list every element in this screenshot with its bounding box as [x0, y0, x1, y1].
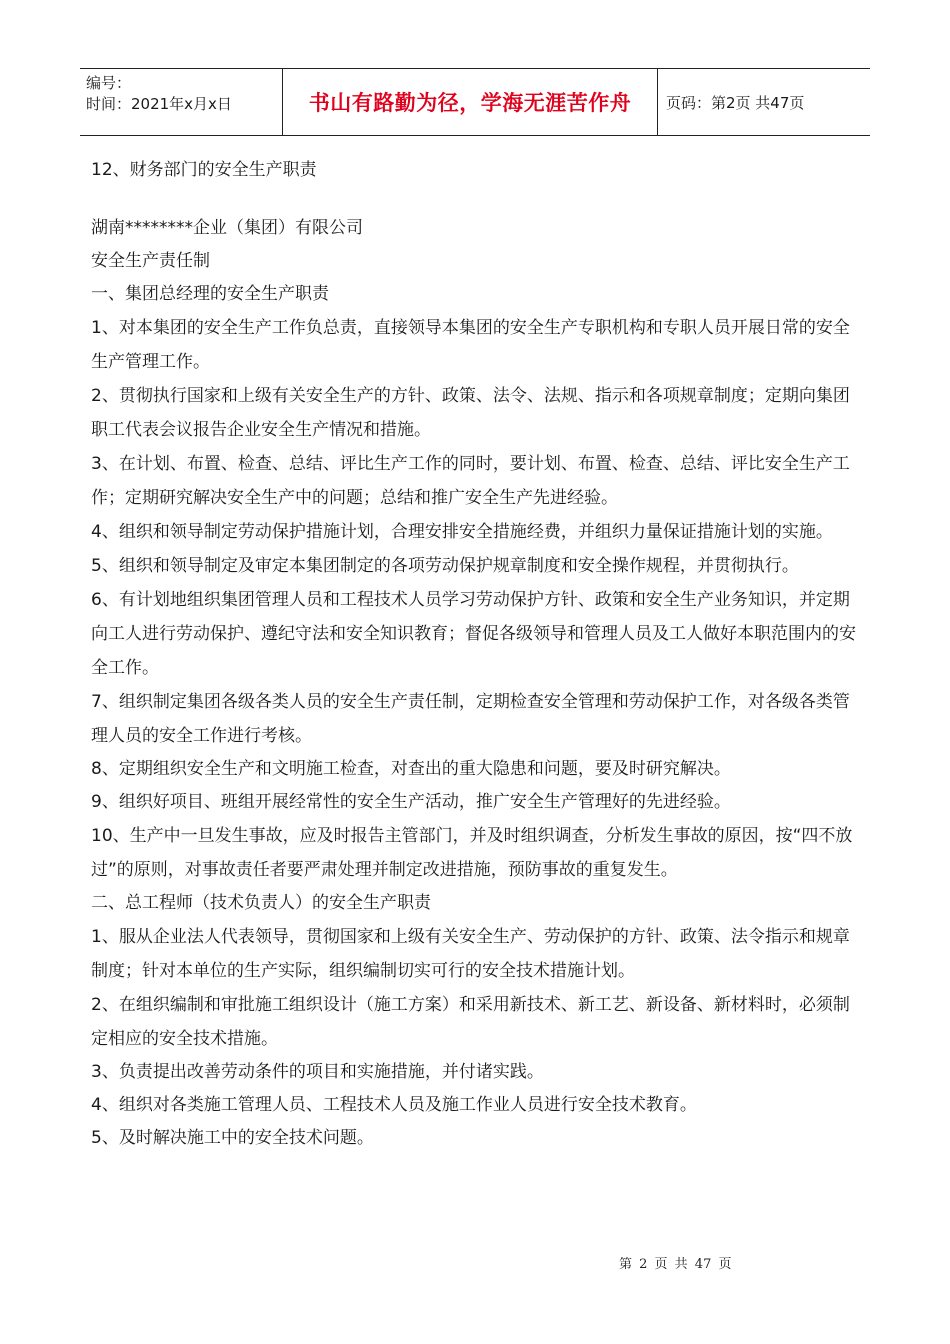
paragraph: 3、负责提出改善劳动条件的项目和实施措施，并付诸实践。	[91, 1062, 544, 1082]
header-page-info: 页码：第2页 共47页	[666, 93, 805, 112]
paragraph: 8、定期组织安全生产和文明施工检查，对查出的重大隐患和问题，要及时研究解决。	[91, 759, 731, 779]
section-heading: 二、总工程师（技术负责人）的安全生产职责	[91, 893, 431, 913]
page-footer: 第 2 页 共 47 页	[619, 1257, 732, 1272]
number-label: 编号：	[86, 74, 132, 92]
paragraph: 10、生产中一旦发生事故，应及时报告主管部门，并及时组织调查，分析发生事故的原因，按“四不放过”的原则，对事故责任者要严肃处理并制定改进措施，预防事故的重复发生。	[91, 826, 853, 880]
document-title: 安全生产责任制	[91, 251, 210, 271]
paragraph: 4、组织和领导制定劳动保护措施计划，合理安排安全措施经费，并组织力量保证措施计划的实施。	[91, 522, 833, 542]
header-meta	[80, 69, 282, 135]
paragraph: 3、在计划、布置、检查、总结、评比生产工作的同时，要计划、布置、检查、总结、评比安全生产工作；定期研究解决安全生产中的问题；总结和推广安全生产先进经验。	[91, 454, 850, 508]
paragraph: 1、服从企业法人代表领导，贯彻国家和上级有关安全生产、劳动保护的方针、政策、法令指示和规章制度；针对本单位的生产实际，组织编制切实可行的安全技术措施计划。	[91, 927, 850, 981]
paragraph: 1、对本集团的安全生产工作负总责，直接领导本集团的安全生产专职机构和专职人员开展日常的安全生产管理工作。	[91, 318, 850, 372]
paragraph: 4、组织对各类施工管理人员、工程技术人员及施工作业人员进行安全技术教育。	[91, 1095, 697, 1115]
header-motto: 书山有路勤为径，学海无涯苦作舟	[282, 69, 658, 135]
paragraph: 6、有计划地组织集团管理人员和工程技术人员学习劳动保护方针、政策和安全生产业务知识，并定期向工人进行劳动保护、遵纪守法和安全知识教育；督促各级领导和管理人员及工人做好本职范围内的安全工作。	[91, 590, 856, 678]
section-heading: 一、集团总经理的安全生产职责	[91, 284, 329, 304]
page-header	[80, 68, 870, 136]
company-name: 湖南********企业（集团）有限公司	[91, 218, 363, 238]
document-body	[91, 154, 856, 1155]
paragraph: 5、及时解决施工中的安全技术问题。	[91, 1128, 374, 1148]
paragraph: 9、组织好项目、班组开展经常性的安全生产活动，推广安全生产管理好的先进经验。	[91, 792, 731, 812]
paragraph: 2、在组织编制和审批施工组织设计（施工方案）和采用新技术、新工艺、新设备、新材料时，必须制定相应的安全技术措施。	[91, 995, 850, 1049]
paragraph: 7、组织制定集团各级各类人员的安全生产责任制，定期检查安全管理和劳动保护工作，对各级各类管理人员的安全工作进行考核。	[91, 692, 850, 746]
paragraph: 5、组织和领导制定及审定本集团制定的各项劳动保护规章制度和安全操作规程，并贯彻执行。	[91, 556, 799, 576]
section-title: 12、财务部门的安全生产职责	[91, 160, 317, 180]
time-label: 时间：2021年x月x日	[86, 95, 232, 113]
paragraph: 2、贯彻执行国家和上级有关安全生产的方针、政策、法令、法规、指示和各项规章制度；定期向集团职工代表会议报告企业安全生产情况和措施。	[91, 386, 850, 440]
